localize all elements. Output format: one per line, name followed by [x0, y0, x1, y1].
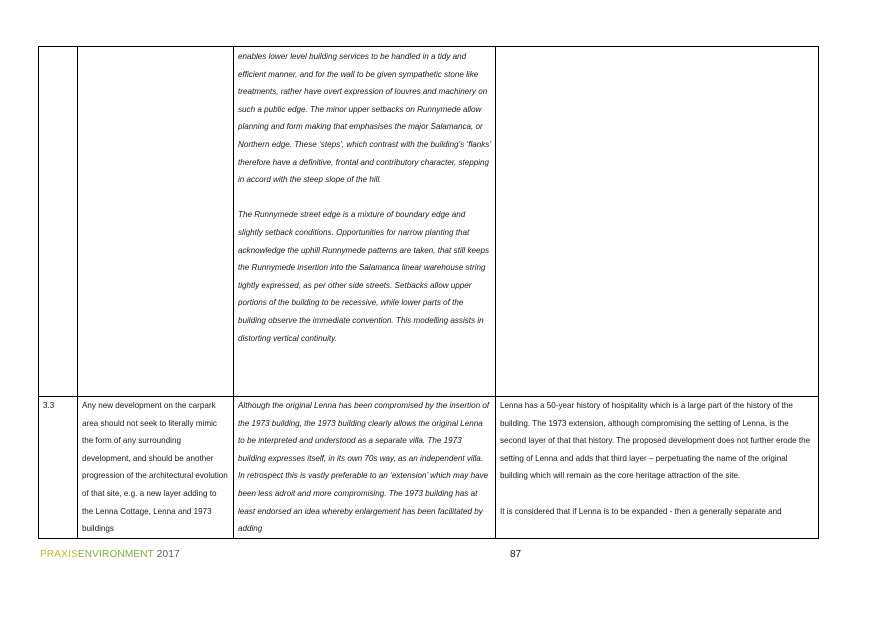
row-number — [39, 47, 77, 52]
response-cell — [234, 397, 496, 539]
requirement-text: Any new development on the carpark area should not seek to literally mimic the form of any surrounding development, and should be another progression of the architectural evolution of that site, e.g. a new layer adding to the Lenna Cottage, Lenna and 1973 buildings — [82, 401, 228, 534]
brand-year: 2017 — [153, 549, 180, 560]
footer-brand — [40, 549, 180, 560]
comment-cell — [496, 397, 819, 539]
response-cell — [234, 47, 496, 397]
brand-praxis: PRAXIS — [40, 549, 78, 560]
response-text: Although the original Lenna has been compromised by the insertion of the 1973 building, the 1973 building clearly allows the original Lenna to be interpreted and understood as a separate villa. The 1973 building expresses itself, in its own 70s way, as an independent villa. In retrospect this is vastly preferable to an ‘extension’ which may have been less adroit and more compromising. The 1973 building has at least endorsed an idea whereby enlargement has been facilitated by adding — [238, 401, 490, 534]
requirement-cell — [78, 397, 234, 539]
requirement-cell — [78, 47, 234, 397]
row-number-cell — [39, 47, 78, 397]
requirement-text — [78, 47, 233, 52]
row-number: 3.3 — [43, 401, 55, 410]
table-row — [39, 47, 819, 397]
comment-paragraph: Lenna has a 50-year history of hospitality which is a large part of the history of the building. The 1973 extension, although compromising the setting of Lenna, is the second layer of that that history. The proposed development does not further erode the setting of Lenna and adds that third layer – perpetuating the name of the original building which will remain as the core heritage attraction of the site. — [500, 401, 811, 481]
comment-text — [496, 47, 818, 52]
comment-cell — [496, 47, 819, 397]
table-row — [39, 397, 819, 539]
row-number-cell — [39, 397, 78, 539]
assessment-table — [38, 46, 819, 539]
page-number: 87 — [510, 549, 522, 560]
comment-paragraph: It is considered that if Lenna is to be expanded - then a generally separate and — [500, 506, 782, 516]
response-paragraph: enables lower level building services to be handled in a tidy and efficient manner, and for the wall to be given sympathetic stone like treatments, rather have overt expression of louvres and machinery on such a public edge. The minor upper setbacks on Runnymede allow planning and form making that emphasises the major Salamanca, or Northern edge. These ‘steps’, which contrast with the building’s ‘flanks’ therefore have a definitive, frontal and contributory character, stepping in accord with the steep slope of the hill. — [238, 52, 491, 185]
brand-environment: ENVIRONMENT — [77, 549, 154, 560]
response-paragraph: The Runnymede street edge is a mixture of boundary edge and slightly setback conditions. Opportunities for narrow planting that acknowledge the uphill Runnymede patterns are taken, that still keeps the Runnymede insertion into the Salamanca linear warehouse string tightly expressed, as per other side streets. Setbacks allow upper portions of the building to be recessive, while lower parts of the building observe the immediate convention. This modelling assists in distorting vertical continuity. — [238, 210, 490, 343]
